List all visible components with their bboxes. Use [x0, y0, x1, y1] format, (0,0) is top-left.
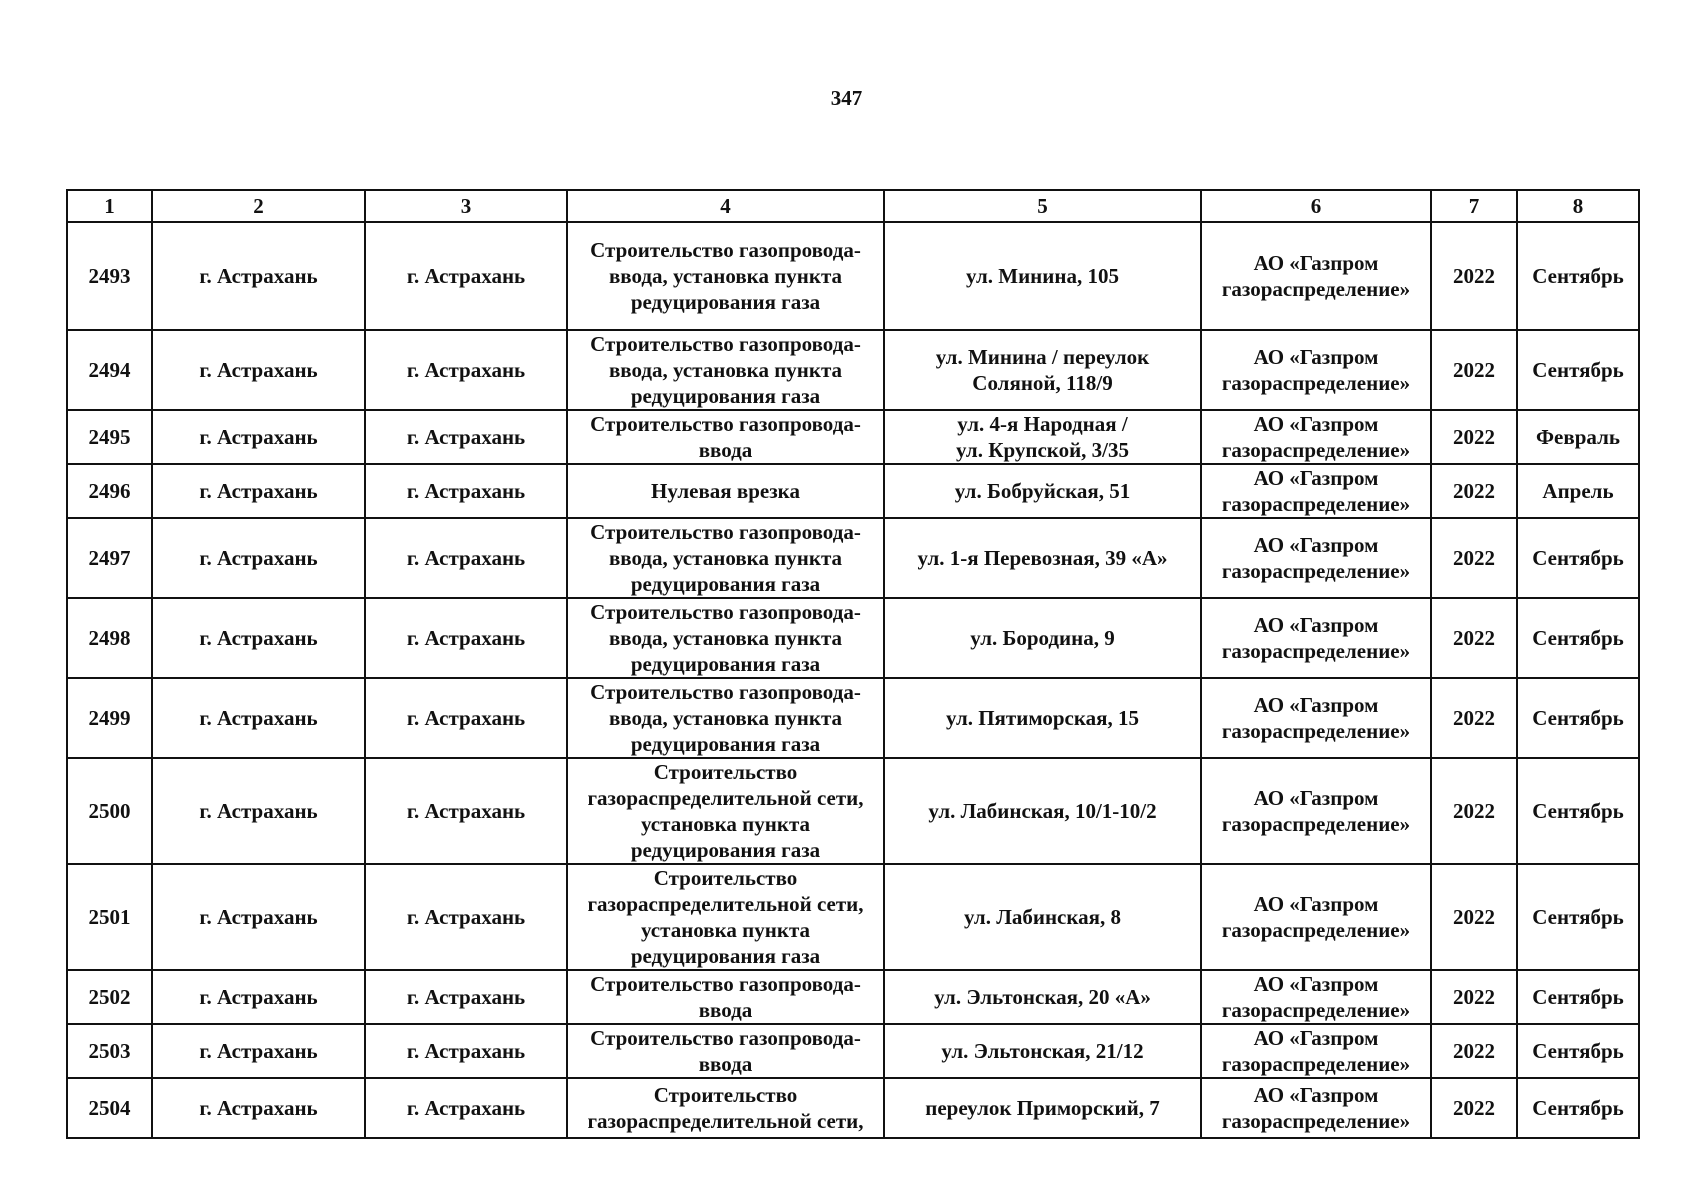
row-number-cell: 2501: [67, 864, 152, 970]
organization-cell-line: АО «Газпром: [1253, 412, 1379, 436]
month-cell: Сентябрь: [1517, 330, 1639, 410]
work-description-cell-line: редуцирования газа: [630, 384, 821, 408]
work-description-cell-line: Строительство газопровода-: [590, 520, 861, 544]
address-cell-line: ул. Лабинская, 8: [963, 905, 1122, 929]
work-description-cell: [567, 518, 884, 598]
table-body: [67, 222, 1639, 1138]
settlement-cell: г. Астрахань: [365, 1078, 567, 1138]
header-col-5: 5: [884, 190, 1201, 222]
month-cell: Сентябрь: [1517, 518, 1639, 598]
table-row: [67, 678, 1639, 758]
work-description-cell-line: Строительство газопровода-: [590, 332, 861, 356]
address-cell-line: ул. Эльтонская, 20 «А»: [934, 985, 1151, 1009]
work-description-cell-line: редуцирования газа: [630, 652, 821, 676]
district-cell: г. Астрахань: [152, 758, 365, 864]
work-description-cell: [567, 410, 884, 464]
district-cell: г. Астрахань: [152, 864, 365, 970]
month-cell: Апрель: [1517, 464, 1639, 518]
organization-cell: [1201, 518, 1431, 598]
table-row: [67, 758, 1639, 864]
row-number-cell: 2493: [67, 222, 152, 330]
table-row: [67, 1078, 1639, 1138]
address-cell-line: ул. Пятиморская, 15: [945, 706, 1140, 730]
row-number-cell: 2497: [67, 518, 152, 598]
organization-cell-line: АО «Газпром: [1253, 786, 1379, 810]
district-cell: г. Астрахань: [152, 970, 365, 1024]
district-cell: г. Астрахань: [152, 222, 365, 330]
row-number-cell: 2503: [67, 1024, 152, 1078]
table-row: [67, 410, 1639, 464]
year-cell: 2022: [1431, 464, 1517, 518]
table-row: [67, 222, 1639, 330]
work-description-cell-line: редуцирования газа: [630, 944, 821, 968]
work-description-cell-line: Строительство газопровода-: [590, 600, 861, 624]
organization-cell-line: газораспределение»: [1221, 492, 1411, 516]
organization-cell-line: АО «Газпром: [1253, 892, 1379, 916]
work-description-cell-line: редуцирования газа: [630, 572, 821, 596]
settlement-cell: г. Астрахань: [365, 864, 567, 970]
month-cell: Февраль: [1517, 410, 1639, 464]
work-description-cell: [567, 222, 884, 330]
header-col-2: 2: [152, 190, 365, 222]
organization-cell-line: газораспределение»: [1221, 1052, 1411, 1076]
row-number-cell: 2498: [67, 598, 152, 678]
work-description-cell: [567, 758, 884, 864]
organization-cell-line: газораспределение»: [1221, 559, 1411, 583]
month-cell: Сентябрь: [1517, 864, 1639, 970]
year-cell: 2022: [1431, 758, 1517, 864]
month-cell: Сентябрь: [1517, 1078, 1639, 1138]
organization-cell: [1201, 410, 1431, 464]
table-row: [67, 864, 1639, 970]
organization-cell-line: газораспределение»: [1221, 277, 1411, 301]
address-cell-line: ул. Бобруйская, 51: [954, 479, 1131, 503]
work-description-cell-line: газораспределительной сети,: [587, 1109, 864, 1133]
address-cell: [884, 970, 1201, 1024]
row-number-cell: 2500: [67, 758, 152, 864]
district-cell: г. Астрахань: [152, 598, 365, 678]
organization-cell-line: газораспределение»: [1221, 1109, 1411, 1133]
organization-cell: [1201, 330, 1431, 410]
address-cell-line: переулок Приморский, 7: [925, 1096, 1160, 1120]
address-cell: [884, 518, 1201, 598]
district-cell: г. Астрахань: [152, 1024, 365, 1078]
month-cell: Сентябрь: [1517, 598, 1639, 678]
row-number-cell: 2496: [67, 464, 152, 518]
work-description-cell-line: Строительство газопровода-: [590, 972, 861, 996]
settlement-cell: г. Астрахань: [365, 970, 567, 1024]
address-cell: [884, 678, 1201, 758]
settlement-cell: г. Астрахань: [365, 464, 567, 518]
address-cell-line: ул. Крупской, 3/35: [955, 438, 1130, 462]
year-cell: 2022: [1431, 1078, 1517, 1138]
work-description-cell-line: Нулевая врезка: [651, 479, 800, 503]
organization-cell-line: газораспределение»: [1221, 719, 1411, 743]
work-description-cell: [567, 970, 884, 1024]
address-cell: [884, 464, 1201, 518]
organization-cell-line: газораспределение»: [1221, 371, 1411, 395]
table-row: [67, 518, 1639, 598]
header-col-4: 4: [567, 190, 884, 222]
row-number-cell: 2495: [67, 410, 152, 464]
work-description-cell-line: редуцирования газа: [630, 838, 821, 862]
organization-cell-line: АО «Газпром: [1253, 466, 1379, 490]
year-cell: 2022: [1431, 410, 1517, 464]
table-row: [67, 464, 1639, 518]
address-cell: [884, 1078, 1201, 1138]
header-col-3: 3: [365, 190, 567, 222]
work-description-cell-line: установка пункта: [640, 918, 811, 942]
address-cell-line: ул. Эльтонская, 21/12: [941, 1039, 1144, 1063]
organization-cell-line: газораспределение»: [1221, 998, 1411, 1022]
address-cell-line: ул. Бородина, 9: [970, 626, 1115, 650]
organization-cell: [1201, 598, 1431, 678]
month-cell: Сентябрь: [1517, 970, 1639, 1024]
work-description-cell-line: ввода: [698, 1052, 753, 1076]
organization-cell-line: газораспределение»: [1221, 438, 1411, 462]
header-col-8: 8: [1517, 190, 1639, 222]
month-cell: Сентябрь: [1517, 222, 1639, 330]
organization-cell: [1201, 1024, 1431, 1078]
year-cell: 2022: [1431, 1024, 1517, 1078]
organization-cell-line: газораспределение»: [1221, 812, 1411, 836]
month-cell: Сентябрь: [1517, 758, 1639, 864]
organization-cell: [1201, 758, 1431, 864]
organization-cell-line: АО «Газпром: [1253, 972, 1379, 996]
district-cell: г. Астрахань: [152, 678, 365, 758]
year-cell: 2022: [1431, 598, 1517, 678]
year-cell: 2022: [1431, 330, 1517, 410]
page-number: 347: [830, 86, 863, 110]
header-row: [67, 190, 1639, 222]
organization-cell-line: газораспределение»: [1221, 639, 1411, 663]
year-cell: 2022: [1431, 864, 1517, 970]
work-description-cell-line: установка пункта: [640, 812, 811, 836]
organization-cell: [1201, 464, 1431, 518]
organization-cell-line: АО «Газпром: [1253, 533, 1379, 557]
table-row: [67, 970, 1639, 1024]
settlement-cell: г. Астрахань: [365, 330, 567, 410]
address-cell-line: ул. Минина / переулок: [935, 345, 1150, 369]
year-cell: 2022: [1431, 970, 1517, 1024]
work-description-cell-line: ввода: [698, 438, 753, 462]
work-description-cell: [567, 1024, 884, 1078]
month-cell: Сентябрь: [1517, 678, 1639, 758]
work-description-cell: [567, 330, 884, 410]
work-description-cell-line: ввода, установка пункта: [608, 626, 843, 650]
table-row: [67, 598, 1639, 678]
address-cell-line: ул. Минина, 105: [966, 264, 1119, 288]
organization-cell: [1201, 864, 1431, 970]
header-col-1: 1: [67, 190, 152, 222]
settlement-cell: г. Астрахань: [365, 222, 567, 330]
year-cell: 2022: [1431, 222, 1517, 330]
work-description-cell-line: редуцирования газа: [630, 290, 821, 314]
work-description-cell: [567, 464, 884, 518]
address-cell: [884, 598, 1201, 678]
work-description-cell-line: газораспределительной сети,: [587, 786, 864, 810]
district-cell: г. Астрахань: [152, 518, 365, 598]
address-cell: [884, 864, 1201, 970]
organization-cell: [1201, 970, 1431, 1024]
organization-cell: [1201, 678, 1431, 758]
table-row: [67, 330, 1639, 410]
work-description-cell: [567, 678, 884, 758]
table-row: [67, 1024, 1639, 1078]
settlement-cell: г. Астрахань: [365, 758, 567, 864]
work-description-cell-line: ввода: [698, 998, 753, 1022]
organization-cell-line: АО «Газпром: [1253, 1083, 1379, 1107]
work-description-cell-line: Строительство газопровода-: [590, 1026, 861, 1050]
month-cell: Сентябрь: [1517, 1024, 1639, 1078]
address-cell: [884, 222, 1201, 330]
district-cell: г. Астрахань: [152, 330, 365, 410]
organization-cell-line: АО «Газпром: [1253, 1026, 1379, 1050]
organization-cell-line: АО «Газпром: [1253, 613, 1379, 637]
organization-cell-line: АО «Газпром: [1253, 251, 1379, 275]
header-col-7: 7: [1431, 190, 1517, 222]
address-cell: [884, 330, 1201, 410]
row-number-cell: 2504: [67, 1078, 152, 1138]
address-cell-line: ул. 4-я Народная /: [957, 412, 1128, 436]
organization-cell: [1201, 222, 1431, 330]
document-table: [66, 189, 1640, 1139]
work-description-cell-line: Строительство газопровода-: [590, 680, 861, 704]
district-cell: г. Астрахань: [152, 464, 365, 518]
address-cell: [884, 1024, 1201, 1078]
district-cell: г. Астрахань: [152, 410, 365, 464]
address-cell: [884, 758, 1201, 864]
work-description-cell-line: Строительство: [653, 866, 798, 890]
work-description-cell-line: ввода, установка пункта: [608, 264, 843, 288]
address-cell-line: ул. Лабинская, 10/1-10/2: [928, 799, 1157, 823]
work-description-cell-line: редуцирования газа: [630, 732, 821, 756]
work-description-cell: [567, 1078, 884, 1138]
settlement-cell: г. Астрахань: [365, 518, 567, 598]
work-description-cell: [567, 864, 884, 970]
district-cell: г. Астрахань: [152, 1078, 365, 1138]
organization-cell-line: АО «Газпром: [1253, 345, 1379, 369]
work-description-cell-line: Строительство: [653, 760, 798, 784]
work-description-cell: [567, 598, 884, 678]
address-cell: [884, 410, 1201, 464]
settlement-cell: г. Астрахань: [365, 598, 567, 678]
work-description-cell-line: ввода, установка пункта: [608, 546, 843, 570]
work-description-cell-line: Строительство: [653, 1083, 798, 1107]
work-description-cell-line: газораспределительной сети,: [587, 892, 864, 916]
year-cell: 2022: [1431, 518, 1517, 598]
address-cell-line: Соляной, 118/9: [972, 371, 1113, 395]
settlement-cell: г. Астрахань: [365, 1024, 567, 1078]
organization-cell: [1201, 1078, 1431, 1138]
row-number-cell: 2494: [67, 330, 152, 410]
year-cell: 2022: [1431, 678, 1517, 758]
organization-cell-line: АО «Газпром: [1253, 693, 1379, 717]
row-number-cell: 2499: [67, 678, 152, 758]
settlement-cell: г. Астрахань: [365, 678, 567, 758]
work-description-cell-line: ввода, установка пункта: [608, 358, 843, 382]
header-col-6: 6: [1201, 190, 1431, 222]
work-description-cell-line: Строительство газопровода-: [590, 238, 861, 262]
work-description-cell-line: ввода, установка пункта: [608, 706, 843, 730]
row-number-cell: 2502: [67, 970, 152, 1024]
organization-cell-line: газораспределение»: [1221, 918, 1411, 942]
address-cell-line: ул. 1-я Перевозная, 39 «А»: [917, 546, 1168, 570]
work-description-cell-line: Строительство газопровода-: [590, 412, 861, 436]
settlement-cell: г. Астрахань: [365, 410, 567, 464]
